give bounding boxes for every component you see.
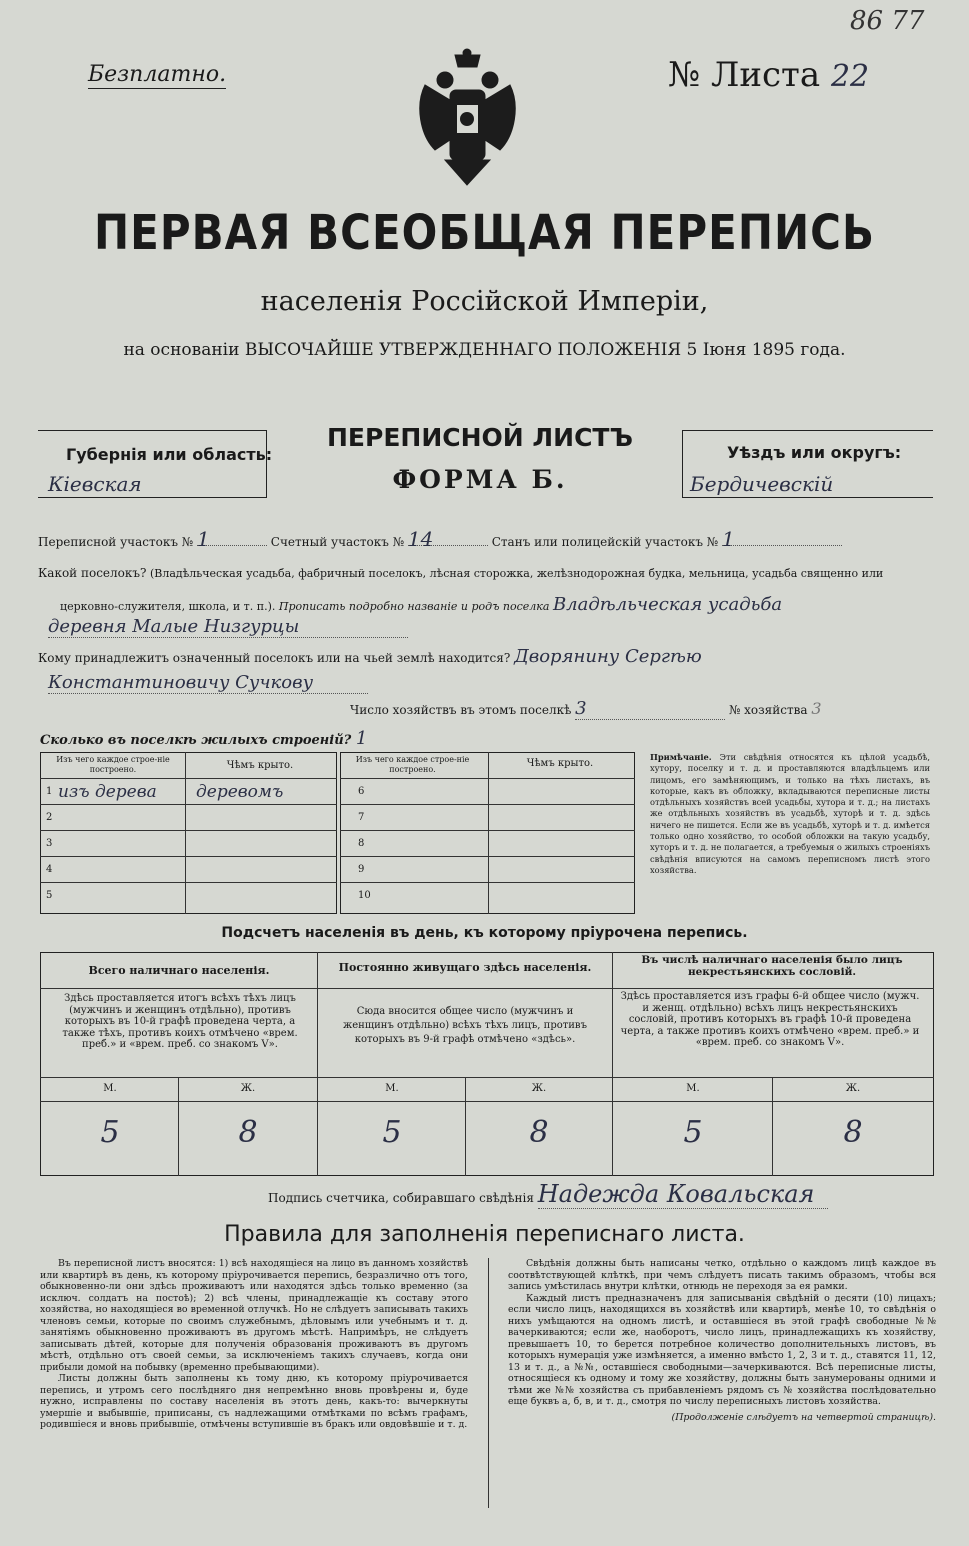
police-area-value: 1 — [722, 533, 842, 546]
col-material-header-right: Изъ чего каждое строе-ніе построено. — [355, 755, 470, 774]
form-label: ФОРМА Б. — [392, 465, 568, 494]
pop-col1-title: Всего наличнаго населенія. — [88, 964, 270, 977]
police-area-label: Станъ или полицейскій участокъ № — [491, 535, 719, 549]
population-heading: Подсчетъ населенія въ день, къ которому пріурочена перепись. — [221, 925, 748, 941]
sheet-title: ПЕРЕПИСНОЙ ЛИСТЪ — [327, 423, 633, 452]
note-text: Эти свѣдѣнія относятся къ цѣлой усадьбѣ, хутору, поселку и т. д. и проставляются владѣльцемъ или лицомъ, его замѣняющимъ, и только на тѣхъ листахъ, въ которые, какъ въ обложку, вкладываются переписные листы отдѣльныхъ хозяйствъ всей усадьбы, хутора и т. д.; на листахъ же отдѣльныхъ хозяйствъ въ усадьбѣ, хуторѣ и т. д. здѣсь ничего не пишется. Если же въ усадьбѣ, хуторѣ и т. д. имѣется только одно хозяйство, то особой обложки на такую усадьбу, хуторъ и т. д. не полагается, а требуемыя о жилыхъ строеніяхъ свѣдѣнія вписуются на самомъ переписномъ листѣ этого хозяйства. — [650, 752, 931, 875]
pop-f-label-3: Ж. — [845, 1083, 861, 1094]
pop-value-permanent-m: 5 — [382, 1115, 402, 1150]
buildings-note — [650, 752, 930, 876]
buildings-value: 1 — [355, 728, 368, 749]
census-area-label: Переписной участокъ № — [38, 535, 194, 549]
households-label: Число хозяйствъ въ этомъ поселкѣ — [350, 703, 572, 717]
col-material-header-left: Изъ чего каждое строе-ніе построено. — [56, 755, 170, 774]
pop-value-permanent-f: 8 — [529, 1115, 549, 1150]
guberniya-value: Кіевская — [48, 472, 142, 496]
buildings-table-left — [40, 752, 337, 914]
building-row-6-n: 6 — [358, 786, 365, 797]
census-area-value: 1 — [197, 533, 267, 546]
building-row-9-n: 9 — [358, 864, 365, 875]
sheet-number-value: 22 — [830, 59, 870, 94]
household-number-value: 3 — [811, 699, 822, 718]
pop-col2-text: Сюда вносится общее число (мужчинъ и женщинъ отдѣльно) всѣхъ тѣхъ лицъ, противъ которыхъ въ 9-й графѣ отмѣчено «здѣсь». — [343, 1006, 587, 1045]
signature-label: Подпись счетчика, собиравшаго свѣдѣнія — [268, 1191, 534, 1205]
building-row-5-n: 5 — [46, 890, 53, 901]
rules-left-column — [40, 1258, 468, 1431]
col-roof-header-left: Чѣмъ крыто. — [226, 760, 294, 771]
page-subtitle: населенія Россійской Имперіи, — [260, 286, 709, 317]
building-row-8-n: 8 — [358, 838, 365, 849]
col-roof-header-right: Чѣмъ крыто. — [526, 758, 594, 769]
pop-f-label-2: Ж. — [531, 1083, 547, 1094]
building-row-10-n: 10 — [358, 890, 371, 901]
building-row-1-roof: деревомъ — [196, 782, 284, 802]
building-row-1-material: изъ дерева — [58, 782, 157, 802]
settlement-hint-line2 — [60, 594, 940, 615]
double-headed-eagle-icon — [405, 45, 530, 195]
households-value: 3 — [575, 698, 725, 720]
signature-value: Надежда Ковальская — [538, 1180, 828, 1209]
pop-value-nonpeasant-m: 5 — [683, 1115, 703, 1150]
sheet-number — [668, 55, 869, 95]
pop-m-label-1: М. — [103, 1083, 117, 1094]
building-row-2-n: 2 — [46, 812, 53, 823]
settlement-question: Какой поселокъ? — [38, 566, 147, 580]
rules-right-p2: Каждый листъ предназначенъ для записыванія свѣдѣній о десяти (10) лицахъ; если число лицъ, находящихся въ хозяйствѣ или квартирѣ, менѣе 10, то свѣдѣнія о нихъ умѣщаются на одномъ листѣ, и оставшіеся въ этой графѣ свободные №№ вачеркиваются; если же, наоборотъ, число лицъ, принадлежащихъ къ хозяйству, превышаетъ 10, то берется потребное количество дополнительныхъ листовъ, въ которыхъ нумерація уже измѣняется, а именно вмѣсто 1, 2, 3 и т. д., ставятся 11, 12, 13 и т. д., а №№, оставшіеся свободными—зачеркиваются. Всѣ переписные листы, относящіеся къ одному и тому же хозяйству, должны быть занумерованы одними и тѣми же №№ хозяйства съ прибавленіемъ рядомъ съ № хозяйства послѣдовательно еще буквъ а, б, в, и т. д., смотря по числу переписныхъ листовъ хозяйства. — [508, 1292, 936, 1407]
rules-right-column — [508, 1258, 936, 1423]
pop-value-nonpeasant-f: 8 — [843, 1115, 863, 1150]
sheet-number-label: № Листа — [668, 55, 821, 95]
household-number-label: № хозяйства — [728, 703, 808, 717]
page-title: ПЕРВАЯ ВСЕОБЩАЯ ПЕРЕПИСЬ — [94, 204, 875, 261]
pop-col2-title: Постоянно живущаго здѣсь населенія. — [338, 961, 592, 974]
pop-f-label-1: Ж. — [240, 1083, 256, 1094]
owner-value-1: Дворянину Сергѣю — [514, 646, 702, 667]
pop-value-total-f: 8 — [238, 1115, 258, 1150]
households-line — [350, 698, 940, 720]
pop-col3-text: Здѣсь проставляется изъ графы 6-й общее число (мужч. и женщ. отдѣльно) всѣхъ лицъ некрестьянскихъ сословій, противъ которыхъ въ графѣ 10-й проведена черта, а также противъ коихъ отмѣчено «врем. преб.» и «врем. преб. со знакомъ V». — [620, 991, 920, 1048]
page-basis: на основаніи ВЫСОЧАЙШЕ УТВЕРЖДЕННАГО ПОЛОЖЕНІЯ 5 Іюня 1895 года. — [123, 340, 846, 360]
buildings-label: Сколько въ поселкѣ жилыхъ строеній? — [40, 733, 352, 748]
rules-continued: (Продолженіе слѣдуетъ на четвертой страницѣ). — [671, 1411, 936, 1423]
pop-m-label-3: М. — [686, 1083, 700, 1094]
count-area-label: Счетный участокъ № — [270, 535, 405, 549]
note-title: Примѣчаніе. — [650, 752, 712, 762]
owner-line — [38, 646, 938, 667]
owner-question: Кому принадлежитъ означенный поселокъ или на чьей землѣ находится? — [38, 651, 511, 665]
owner-value-2: Константиновичу Сучкову — [48, 672, 368, 694]
buildings-line — [40, 728, 367, 749]
uezd-value: Бердичевскій — [690, 472, 834, 496]
uezd-label: Уѣздъ или округъ: — [727, 443, 902, 462]
settlement-value-1: Владѣльческая усадьба — [552, 594, 783, 615]
pop-col3-title: Въ числѣ наличнаго населенія было лицъ некрестьянскихъ сословій. — [641, 954, 903, 978]
settlement-instruction: Прописать подробно названіе и родъ поселка — [278, 600, 550, 613]
pop-m-label-2: М. — [385, 1083, 399, 1094]
building-row-1-n: 1 — [46, 786, 53, 797]
archive-mark: 86 77 — [850, 6, 925, 36]
settlement-value-2: деревня Малые Низгурцы — [48, 616, 408, 638]
guberniya-label: Губернія или область: — [66, 445, 273, 464]
rules-left-p1: Въ переписной листъ вносятся: 1) всѣ находящіеся на лицо въ данномъ хозяйствѣ или квартирѣ въ день, къ которому пріурочивается перепись, безразлично отъ того, обыкновенно-ли они здѣсь проживаютъ или находятся здѣсь только временно (за исключ. солдатъ на постоѣ); 2) всѣ члены, принадлежащіе къ составу этого хозяйства, но находящіеся во временной отлучкѣ. Но не слѣдуетъ записывать такихъ членовъ семьи, которые по своимъ служебнымъ, дѣловымъ или учебнымъ и т. д. занятіямъ обыкновенно проживаютъ въ другомъ мѣстѣ. Напримѣръ, не слѣдуетъ записывать дѣтей, которые для полученія образованія проживаютъ въ другомъ мѣстѣ, отдѣльно отъ своей семьи, за исключеніемъ такихъ случаевъ, когда они прибыли домой на побывку (временно пребывающими). — [40, 1258, 468, 1373]
pop-col1-text: Здѣсь проставляется итогъ всѣхъ тѣхъ лицъ (мужчинъ и женщинъ отдѣльно), противъ которыхъ въ 10-й графѣ проведена черта, а также тѣхъ, противъ коихъ отмѣчено «врем. преб.» и «врем. преб. со знакомъ V». — [62, 993, 298, 1050]
rules-title: Правила для заполненія переписнаго листа. — [224, 1222, 745, 1247]
free-label: Безплатно. — [88, 62, 227, 87]
rules-right-p1: Свѣдѣнія должны быть написаны четко, отдѣльно о каждомъ лицѣ каждое въ соотвѣтствующей клѣткѣ, при чемъ слѣдуетъ писать такимъ образомъ, чтобы вся запись умѣстилась внутри клѣтки, отнюдь не переходя за ея рамки. — [508, 1258, 936, 1292]
settlement-question-line — [38, 566, 938, 580]
settlement-hint2: церковно-служителя, школа, и т. п.). — [60, 600, 276, 613]
pop-value-total-m: 5 — [100, 1115, 120, 1150]
building-row-4-n: 4 — [46, 864, 53, 875]
building-row-7-n: 7 — [358, 812, 365, 823]
count-area-value: 14 — [408, 533, 488, 546]
signature-line — [268, 1180, 828, 1209]
rules-left-p2: Листы должны быть заполнены къ тому дню, къ которому пріурочивается перепись, и утромъ сего послѣдняго дня непремѣнно вновь провѣрены и, буде нужно, исправлены по составу населенія въ этотъ день, какъ-то: вычеркнуты умершіе и выбывшіе, приписаны, съ надлежащими отмѣтками по всѣмъ графамъ, родившіеся и вновь прибывшіе, отмѣчены вступившіе въ бракъ или овдовѣвшіе и т. д. — [40, 1373, 468, 1430]
settlement-hint: (Владѣльческая усадьба, фабричный поселокъ, лѣсная сторожка, желѣзнодорожная будка, мельница, усадьба священно или — [149, 567, 884, 580]
area-line — [38, 527, 938, 551]
building-row-3-n: 3 — [46, 838, 53, 849]
